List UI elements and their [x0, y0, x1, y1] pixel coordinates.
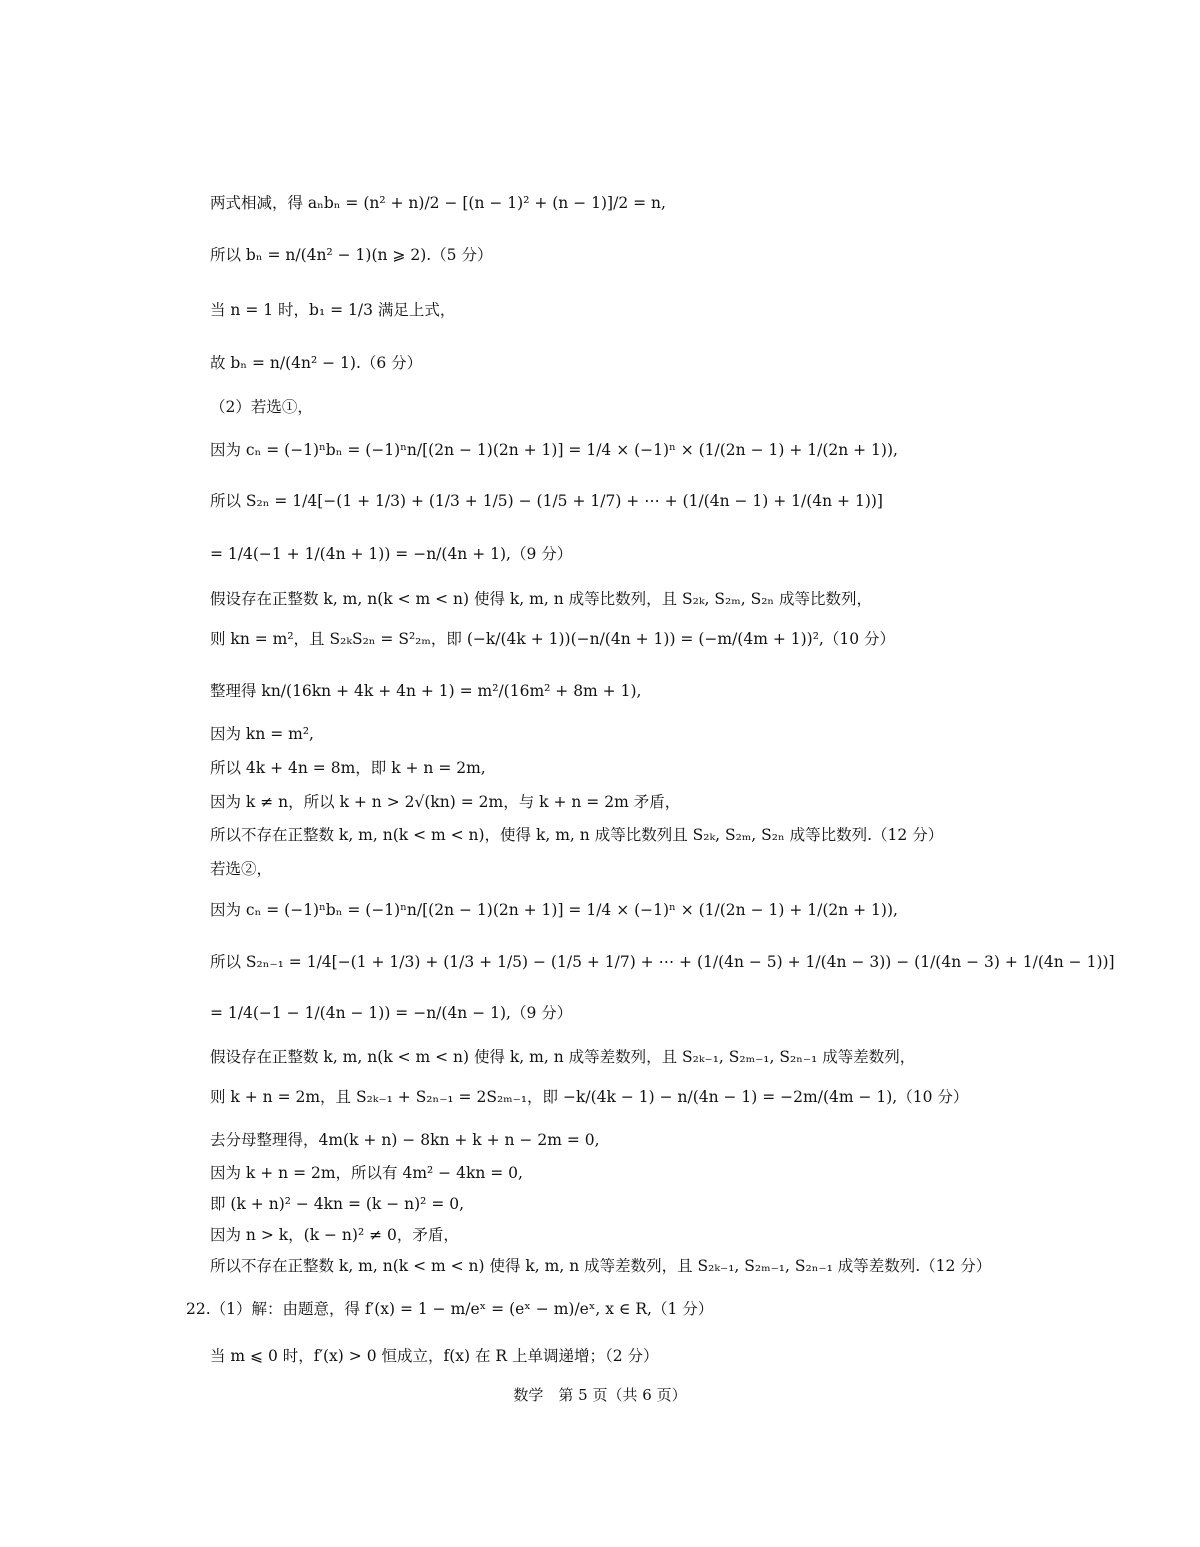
question-22-line: 22.（1）解：由题意，得 f′(x) = 1 − m/eˣ = (eˣ − m)/eˣ, x ∈ R,（1 分）: [186, 1300, 714, 1318]
solution-line: 当 m ⩽ 0 时，f′(x) > 0 恒成立，f(x) 在 R 上单调递增；（2 分）: [210, 1347, 659, 1365]
solution-line: 若选②，: [210, 860, 273, 878]
solution-line: 假设存在正整数 k, m, n(k < m < n) 使得 k, m, n 成等比数列，且 S₂ₖ, S₂ₘ, S₂ₙ 成等比数列，: [210, 590, 873, 608]
solution-line: = 1/4(−1 − 1/(4n − 1)) = −n/(4n − 1),（9 分）: [210, 1004, 573, 1022]
solution-line: 即 (k + n)² − 4kn = (k − n)² = 0,: [210, 1195, 465, 1213]
solution-line: 所以 bₙ = n/(4n² − 1)(n ⩾ 2).（5 分）: [210, 246, 493, 264]
solution-line: 所以 4k + 4n = 8m，即 k + n = 2m,: [210, 759, 486, 777]
solution-line: 所以不存在正整数 k, m, n(k < m < n)，使得 k, m, n 成等比数列且 S₂ₖ, S₂ₘ, S₂ₙ 成等比数列.（12 分）: [210, 826, 944, 844]
solution-line: 故 bₙ = n/(4n² − 1).（6 分）: [210, 354, 423, 372]
solution-line: 所以 S₂ₙ₋₁ = 1/4[−(1 + 1/3) + (1/3 + 1/5) − (1/5 + 1/7) + ⋯ + (1/(4n − 5) + 1/(4n − 3)) − (1/(4n − 3) + 1/(4n − 1))]: [210, 953, 1115, 971]
solution-line: 所以 S₂ₙ = 1/4[−(1 + 1/3) + (1/3 + 1/5) − (1/5 + 1/7) + ⋯ + (1/(4n − 1) + 1/(4n + 1))]: [210, 492, 883, 510]
solution-line: 则 k + n = 2m，且 S₂ₖ₋₁ + S₂ₙ₋₁ = 2S₂ₘ₋₁，即 −k/(4k − 1) − n/(4n − 1) = −2m/(4m − 1),（10 分）: [210, 1088, 969, 1106]
solution-line: 因为 k + n = 2m，所以有 4m² − 4kn = 0,: [210, 1164, 523, 1182]
solution-line: 去分母整理得，4m(k + n) − 8kn + k + n − 2m = 0,: [210, 1131, 600, 1149]
solution-line: 因为 n > k，(k − n)² ≠ 0，矛盾，: [210, 1226, 459, 1244]
solution-line: 因为 kn = m²,: [210, 725, 314, 743]
solution-line: 因为 k ≠ n，所以 k + n > 2√(kn) = 2m，与 k + n = 2m 矛盾，: [210, 793, 681, 811]
solution-line: （2）若选①，: [210, 398, 313, 416]
solution-line: 因为 cₙ = (−1)ⁿbₙ = (−1)ⁿn/[(2n − 1)(2n + 1)] = 1/4 × (−1)ⁿ × (1/(2n − 1) + 1/(2n + 1)),: [210, 441, 898, 459]
solution-line: 则 kn = m²，且 S₂ₖS₂ₙ = S²₂ₘ，即 (−k/(4k + 1))(−n/(4n + 1)) = (−m/(4m + 1))²,（10 分）: [210, 630, 895, 648]
solution-line: 因为 cₙ = (−1)ⁿbₙ = (−1)ⁿn/[(2n − 1)(2n + 1)] = 1/4 × (−1)ⁿ × (1/(2n − 1) + 1/(2n + 1)),: [210, 901, 898, 919]
solution-line: 整理得 kn/(16kn + 4k + 4n + 1) = m²/(16m² + 8m + 1),: [210, 682, 642, 700]
page-footer: 数学 第 5 页（共 6 页）: [513, 1386, 687, 1404]
solution-line: 两式相减，得 aₙbₙ = (n² + n)/2 − [(n − 1)² + (n − 1)]/2 = n,: [210, 194, 666, 212]
solution-line: 当 n = 1 时，b₁ = 1/3 满足上式，: [210, 301, 456, 319]
solution-line: 假设存在正整数 k, m, n(k < m < n) 使得 k, m, n 成等差数列，且 S₂ₖ₋₁, S₂ₘ₋₁, S₂ₙ₋₁ 成等差数列，: [210, 1048, 916, 1066]
solution-line: = 1/4(−1 + 1/(4n + 1)) = −n/(4n + 1),（9 分）: [210, 545, 573, 563]
solution-line: 所以不存在正整数 k, m, n(k < m < n) 使得 k, m, n 成等差数列，且 S₂ₖ₋₁, S₂ₘ₋₁, S₂ₙ₋₁ 成等差数列.（12 分）: [210, 1257, 992, 1275]
